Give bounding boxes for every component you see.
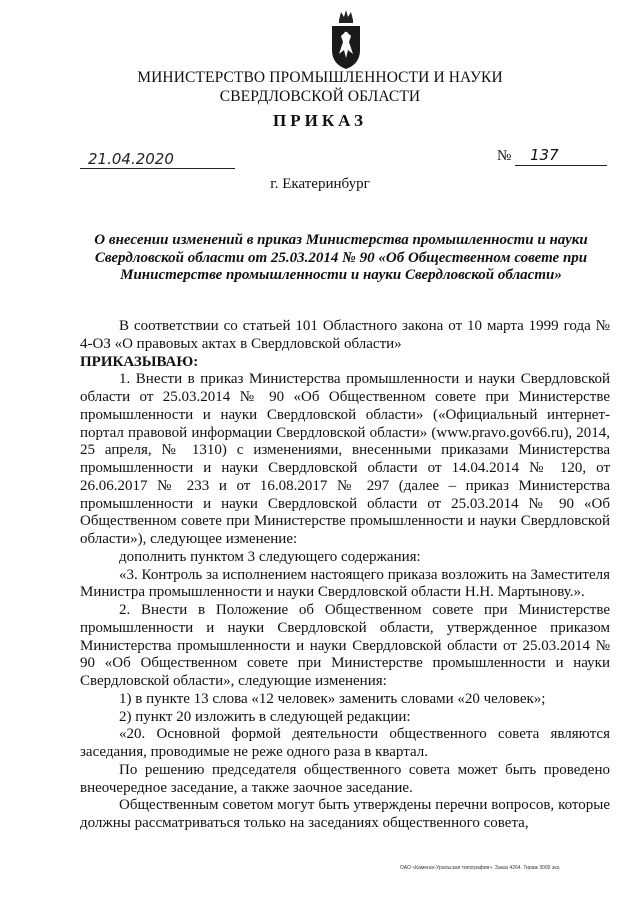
coat-of-arms-icon	[331, 8, 361, 70]
clause-2-paragraph-2: По решению председателя общественного совета может быть проведено внеочередное заседание, а также заочное заседание.	[80, 761, 610, 796]
document-date: 21.04.2020	[88, 150, 174, 168]
clause-2-item-20: «20. Основной формой деятельности общественного совета являются заседания, проводимые не реже одного раза в квартал.	[80, 726, 610, 760]
clause-2-item-2: 2) пункт 20 изложить в следующей редакции:	[119, 708, 411, 725]
document-title: О внесении изменений в приказ Министерства промышленности и науки Свердловской области от 25.03.2014 № 90 «Об Общественном совете при Министерстве промышленности и науки Свердловской области»	[94, 232, 588, 283]
date-underline	[80, 168, 235, 169]
document-number: 137	[530, 146, 559, 164]
clause-1-text: «3. Контроль за исполнением настоящего приказа возложить на Заместителя Министра промышленности и науки Свердловской области Н.Н. Мартынову.».	[80, 566, 610, 601]
document-type: ПРИКАЗ	[273, 111, 367, 130]
clause-1-addition: дополнить пунктом 3 следующего содержания:	[119, 548, 421, 565]
clause-2: 2. Внести в Положение об Общественном совете при Министерстве промышленности и науки Свердловской области, утвержденное приказом Министерства промышленности и науки Свердловской области от 25.03.2014 № 90 «Об Общественном совете при Министерстве промышленности и науки Свердловской области», следующие изменения:	[80, 602, 610, 689]
ministry-line-1: МИНИСТЕРСТВО ПРОМЫШЛЕННОСТИ И НАУКИ	[137, 69, 503, 86]
clause-1: 1. Внести в приказ Министерства промышленности и науки Свердловской области от 25.03.2014 № 90 «Об Общественном совете при Министерстве промышленности и науки Свердловской области» («Официальный интернет-портал правовой информации Свердловской области» (www.pravo.gov66.ru), 2014, 25 апреля, № 1310) с изменениями, внесенными приказами Министерства промышленности и науки Свердловской области от 14.04.2014 № 120, от 26.06.2017 № 233 и от 16.08.2017 № 297 (далее – приказ Министерства промышленности и науки Свердловской области от 25.03.2014 № 90 «Об Общественном совете при Министерстве промышленности и науки Свердловской области»), следующее изменение:	[80, 371, 610, 547]
clause-2-paragraph-3: Общественным советом могут быть утверждены перечни вопросов, которые должны рассматриваться только на заседаниях общественного совета,	[80, 797, 610, 831]
city: г. Екатеринбург	[270, 176, 370, 192]
document-body	[80, 318, 610, 833]
preamble: В соответствии со статьей 101 Областного закона от 10 марта 1999 года № 4-ОЗ «О правовых актах в Свердловской области»	[80, 318, 610, 352]
printer-footer: ОАО «Каменск-Уральская типография». Заказ 4264. Тираж 3000 экз.	[400, 865, 561, 871]
number-underline	[515, 165, 607, 166]
ministry-line-2: СВЕРДЛОВСКОЙ ОБЛАСТИ	[219, 88, 421, 105]
ministry-name	[0, 68, 640, 106]
clause-2-item-1: 1) в пункте 13 слова «12 человек» заменить словами «20 человек»;	[119, 690, 546, 707]
number-label: №	[497, 148, 512, 164]
order-heading: ПРИКАЗЫВАЮ:	[80, 353, 199, 370]
